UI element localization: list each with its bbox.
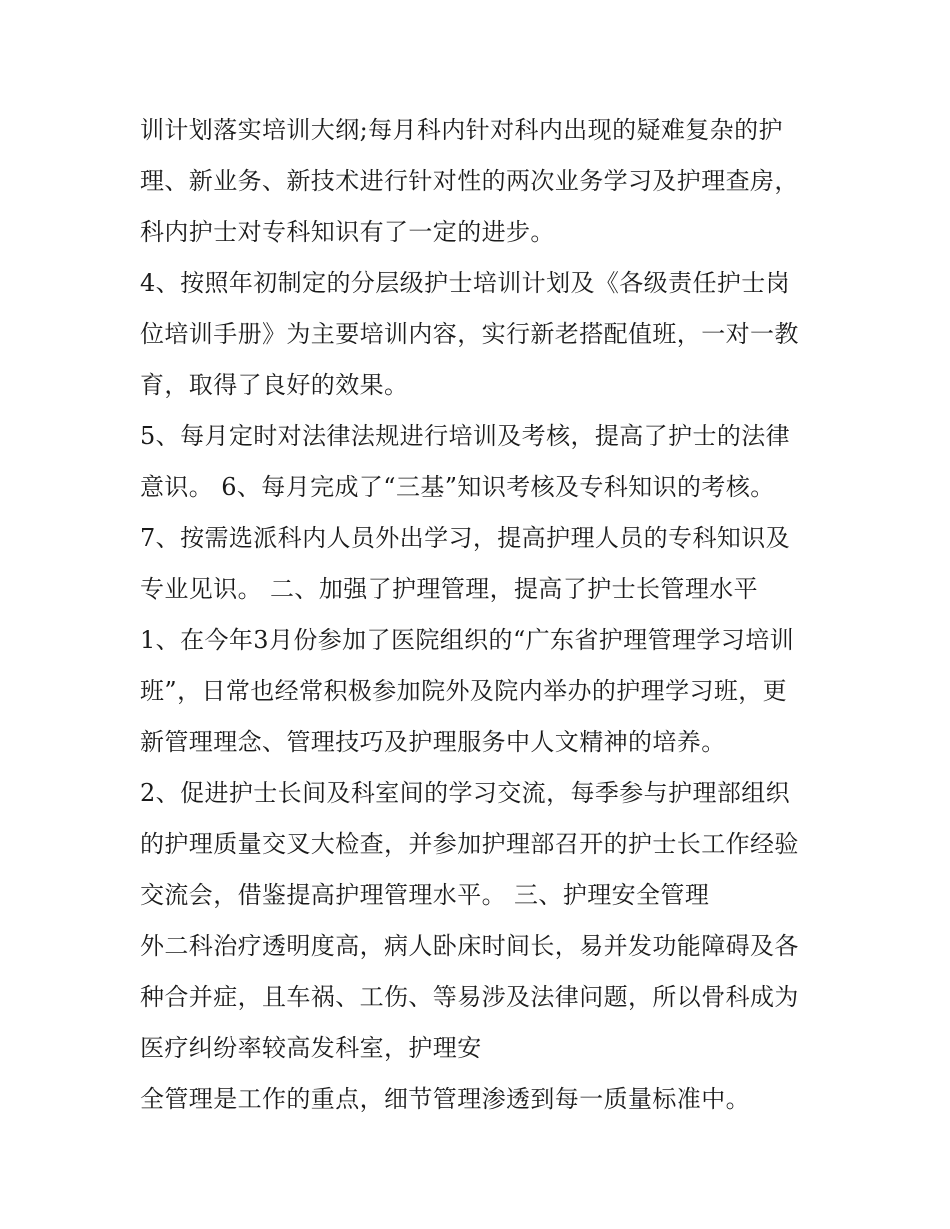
text-line: 全管理是工作的重点，细节管理渗透到每一质量标准中。 [140,1085,750,1113]
text-line: 新管理理念、管理技巧及护理服务中人文精神的培养。 [140,728,726,756]
text-line: 的护理质量交叉大检查，并参加护理部召开的护士长工作经验 [140,830,799,858]
text-line: 5、每月定时对法律法规进行培训及考核，提高了护士的法律 [140,422,791,450]
text-line: 专业见识。 二、加强了护理管理，提高了护士长管理水平 [140,575,759,603]
text-line: 外二科治疗透明度高，病人卧床时间长，易并发功能障碍及各 [140,932,799,960]
text-line: 理、新业务、新技术进行针对性的两次业务学习及护理查房， [140,167,799,195]
text-line: 育，取得了良好的效果。 [140,371,409,399]
text-line: 种合并症，且车祸、工伤、等易涉及法律问题，所以骨科成为 [140,983,799,1011]
text-line: 位培训手册》为主要培训内容，实行新老搭配值班，一对一教 [140,320,799,348]
text-line: 4、按照年初制定的分层级护士培训计划及《各级责任护士岗 [140,269,791,297]
text-line: 1、在今年3月份参加了医院组织的“广东省护理管理学习培训 [140,626,795,654]
document-body [140,105,820,1125]
text-line: 医疗纠纷率较高发科室，护理安 [140,1034,482,1062]
text-line: 班”，日常也经常积极参加院外及院内举办的护理学习班，更 [140,677,788,705]
text-line: 2、促进护士长间及科室间的学习交流，每季参与护理部组织 [140,779,791,807]
text-line: 7、按需选派科内人员外出学习，提高护理人员的专科知识及 [140,524,791,552]
text-line: 训计划落实培训大纲;每月科内针对科内出现的疑难复杂的护 [140,116,783,144]
text-line: 科内护士对专科知识有了一定的进步。 [140,218,555,246]
text-line: 交流会，借鉴提高护理管理水平。 三、护理安全管理 [140,881,710,909]
text-line: 意识。 6、每月完成了“三基”知识考核及专科知识的考核。 [140,473,775,501]
